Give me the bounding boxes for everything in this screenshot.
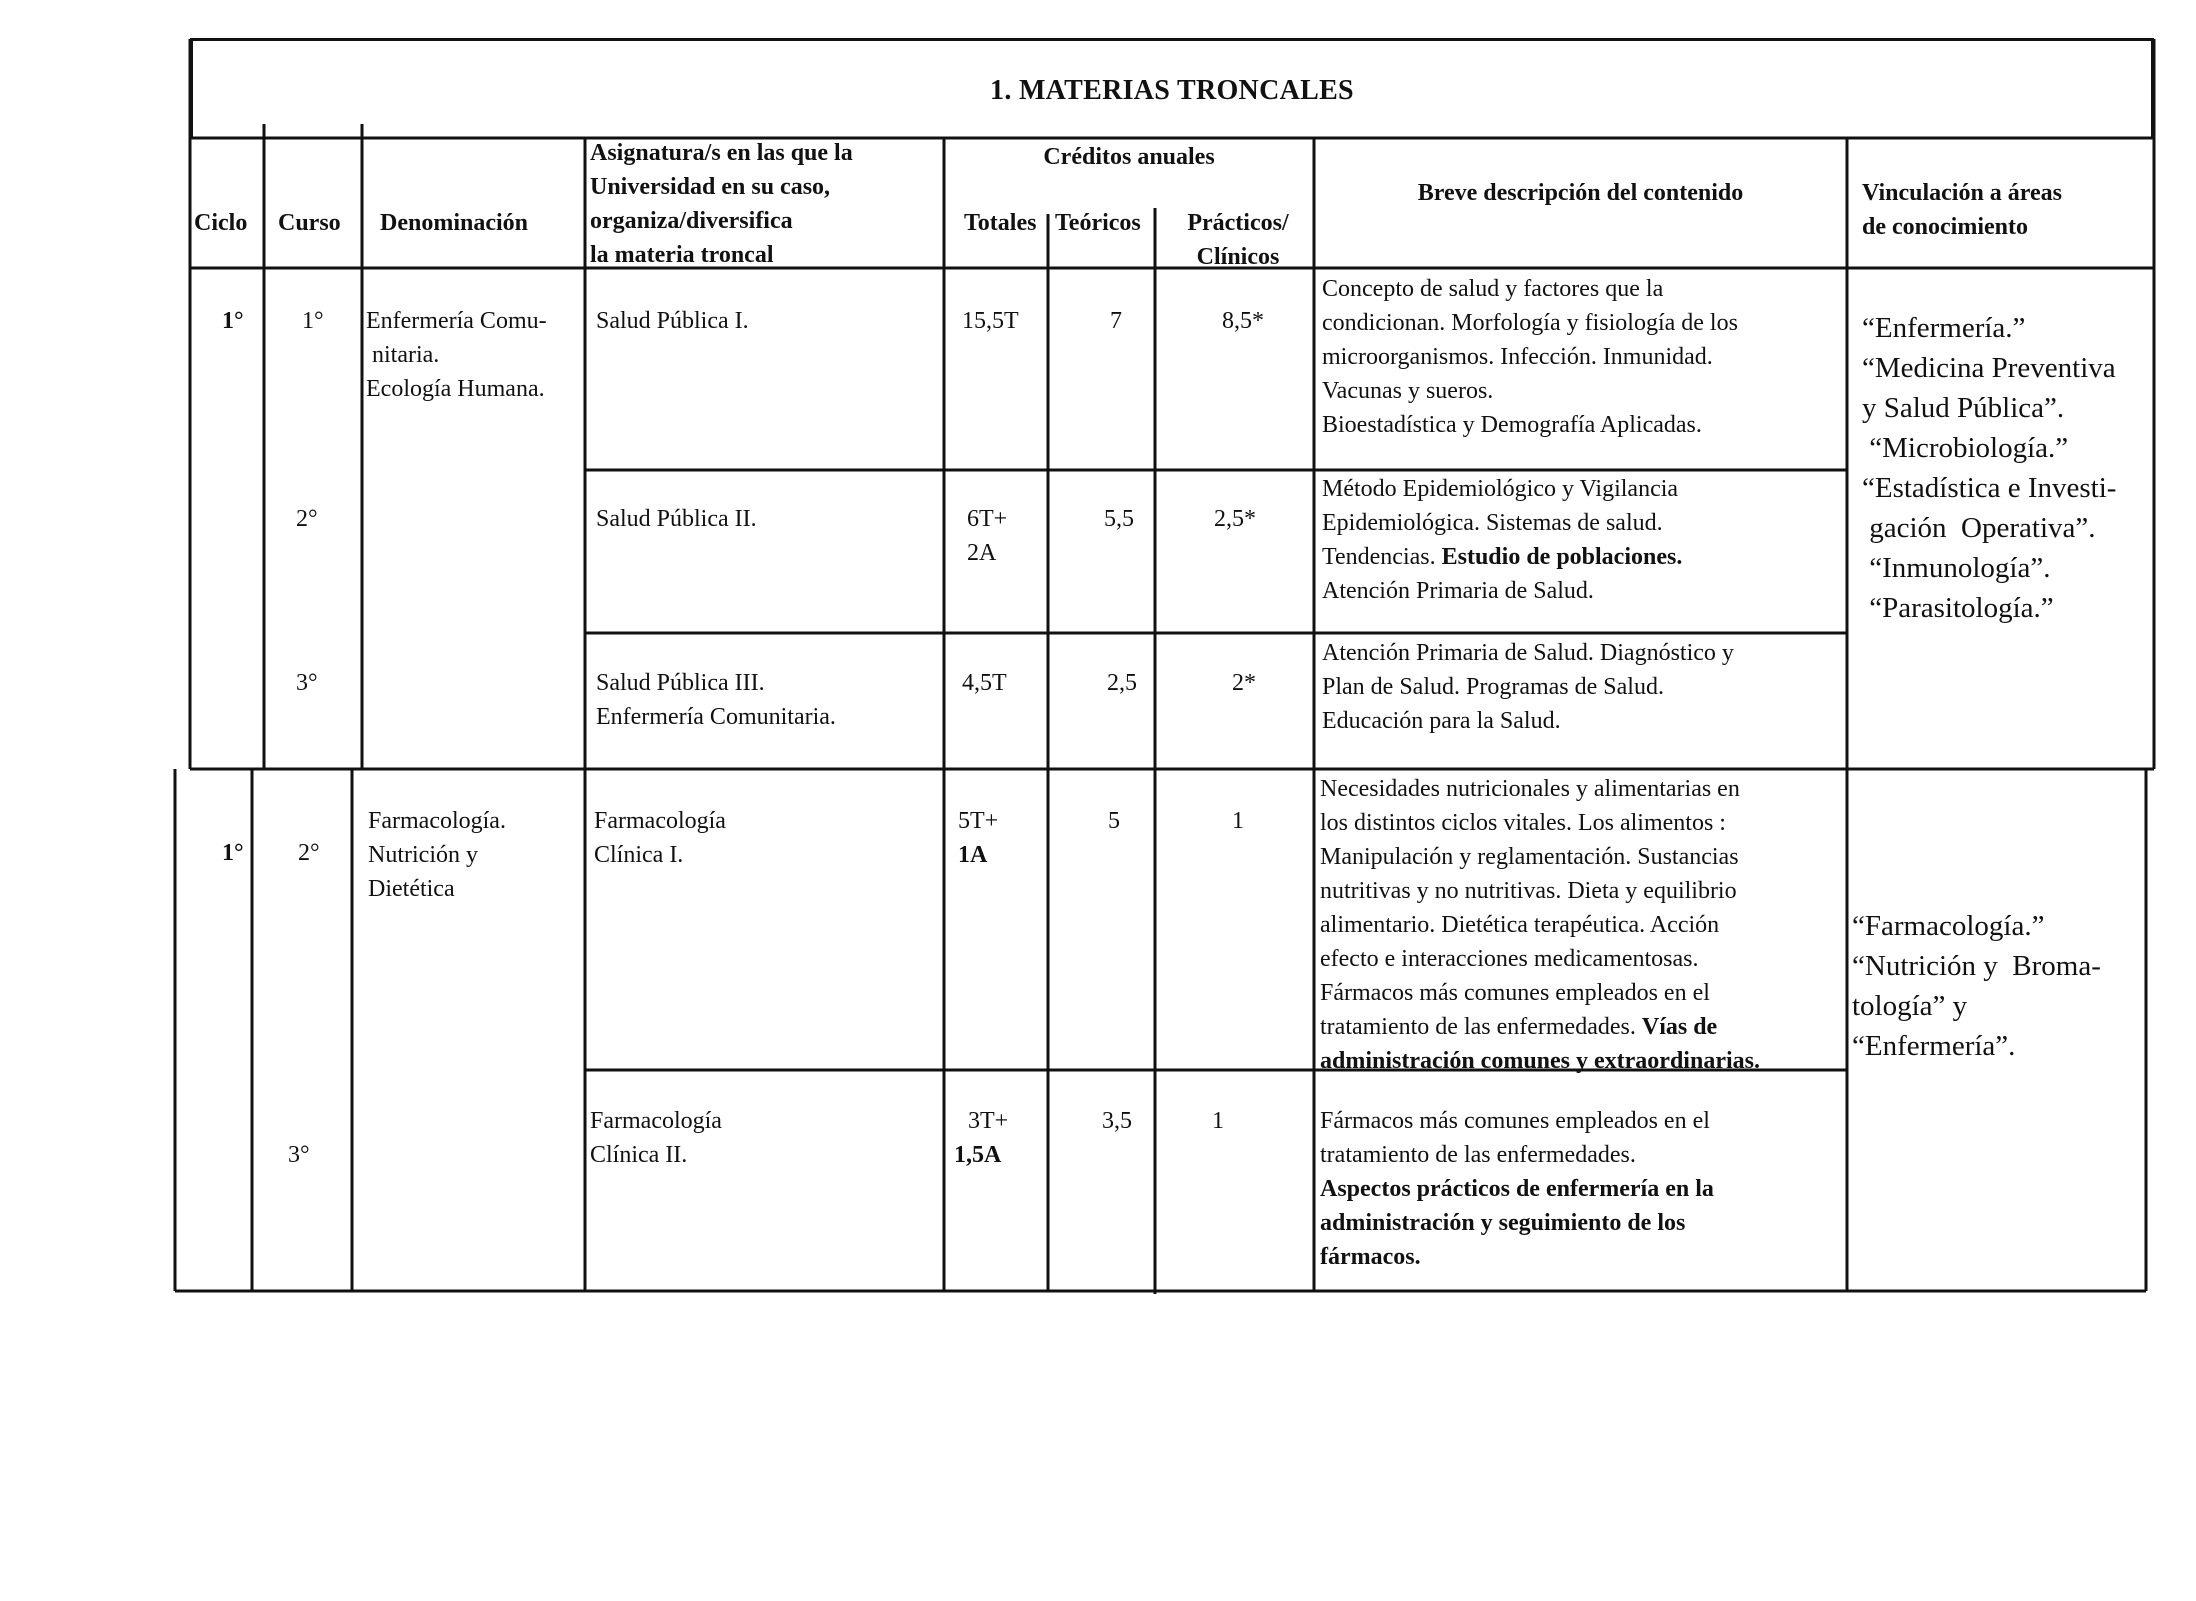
header-vinculacion: Vinculación a áreas de conocimiento bbox=[1862, 180, 2063, 240]
g1r2-asignatura: Salud Pública II. bbox=[596, 506, 757, 532]
g2r1-curso: 2° bbox=[298, 840, 320, 866]
g2r2-descripcion-text: Fármacos más comunes empleados en el tratamiento de las enfermedades. bbox=[1320, 1108, 1710, 1168]
g1r2-descripcion-tail: Atención Primaria de Salud. bbox=[1322, 578, 1594, 604]
group2-ciclo: 1° bbox=[222, 840, 244, 866]
curriculum-table bbox=[172, 36, 2159, 1294]
g2r1-totales-extra: 1A bbox=[958, 842, 988, 868]
document-title: 1. MATERIAS TRONCALES bbox=[990, 75, 1354, 106]
g1r2-descripcion bbox=[1322, 472, 1682, 608]
g1r2-practicos: 2,5* bbox=[1214, 506, 1256, 532]
g1r3-practicos: 2* bbox=[1232, 670, 1256, 696]
group2-vinculacion: “Farmacología.” “Nutrición y Broma- tología” y “Enfermería”. bbox=[1852, 910, 2101, 1062]
g1r2-descripcion-bold: Estudio de poblaciones. bbox=[1441, 544, 1683, 570]
header-curso: Curso bbox=[278, 210, 341, 236]
g1r2-teoricos: 5,5 bbox=[1104, 506, 1134, 532]
g1r3-teoricos: 2,5 bbox=[1107, 670, 1137, 696]
header-creditos-anuales: Créditos anuales bbox=[1043, 144, 1215, 170]
header-ciclo: Ciclo bbox=[194, 210, 248, 236]
g2r1-asignatura: Farmacología Clínica I. bbox=[594, 808, 726, 868]
g2r1-descripcion-text: Necesidades nutricionales y alimentarias en los distintos ciclos vitales. Los alimentos : Manipulación y reglamentación. Sustancias nutritivas y no nutritivas. Dieta y equilibrio alimentario. Dietética terapéutica. Acción efecto e interacciones medicamentosas. Fármacos más comunes empleados en el tratamiento de las enfermedades. bbox=[1320, 776, 1740, 1040]
header-totales: Totales bbox=[964, 210, 1037, 236]
g1r3-totales: 4,5T bbox=[962, 670, 1007, 696]
g2r2-totales-extra: 1,5A bbox=[954, 1142, 1002, 1168]
header-asignatura: Asignatura/s en las que la Universidad en su caso, organiza/diversifica la materia troncal bbox=[590, 140, 853, 268]
header-denominacion: Denominación bbox=[380, 210, 529, 236]
g1r1-practicos: 8,5* bbox=[1222, 308, 1264, 334]
g2r1-totales: 5T+ bbox=[958, 808, 999, 834]
header-teoricos: Teóricos bbox=[1055, 210, 1141, 236]
g1r2-totales-extra: 2A bbox=[967, 540, 997, 566]
g1r1-teoricos: 7 bbox=[1110, 308, 1122, 334]
g2r2-asignatura: Farmacología Clínica II. bbox=[590, 1108, 722, 1168]
header-breve-descripcion: Breve descripción del contenido bbox=[1417, 180, 1744, 206]
g1r1-descripcion: Concepto de salud y factores que la condicionan. Morfología y fisiología de los microorganismos. Infección. Inmunidad. Vacunas y sueros. Bioestadística y Demografía Aplicadas. bbox=[1322, 276, 1738, 438]
header-practicos-clinicos: Prácticos/ Clínicos bbox=[1187, 210, 1289, 270]
g1r3-asignatura: Salud Pública III. Enfermería Comunitaria. bbox=[596, 670, 836, 730]
g1r1-asignatura: Salud Pública I. bbox=[596, 308, 749, 334]
g1r2-totales: 6T+ bbox=[967, 506, 1008, 532]
g1r1-totales: 15,5T bbox=[962, 308, 1019, 334]
group1-ciclo: 1° bbox=[222, 308, 244, 334]
g1r3-descripcion: Atención Primaria de Salud. Diagnóstico y Plan de Salud. Programas de Salud. Educación para la Salud. bbox=[1322, 640, 1734, 734]
g1r2-descripcion-text: Método Epidemiológico y Vigilancia Epidemiológica. Sistemas de salud. Tendencias. bbox=[1322, 476, 1679, 570]
g2r2-totales: 3T+ bbox=[968, 1108, 1009, 1134]
g2r2-curso: 3° bbox=[288, 1142, 310, 1168]
g1r1-curso: 1° bbox=[302, 308, 324, 334]
g2r2-descripcion-bold: Aspectos prácticos de enfermería en la administración y seguimiento de los fármacos. bbox=[1320, 1176, 1714, 1270]
g2r1-teoricos: 5 bbox=[1108, 808, 1120, 834]
group2-denominacion: Farmacología. Nutrición y Dietética bbox=[368, 808, 506, 902]
g2r1-descripcion bbox=[1320, 772, 1760, 1078]
group1-denominacion: Enfermería Comu- nitaria. Ecología Humana. bbox=[366, 308, 547, 402]
g1r3-curso: 3° bbox=[296, 670, 318, 696]
g2r2-teoricos: 3,5 bbox=[1102, 1108, 1132, 1134]
g2r2-descripcion bbox=[1320, 1104, 1714, 1274]
group1-vinculacion: “Enfermería.” “Medicina Preventiva y Salud Pública”. “Microbiología.” “Estadística e Investi- gación Operativa”. “Inmunología”. “Parasitología.” bbox=[1862, 312, 2117, 624]
g2r2-practicos: 1 bbox=[1212, 1108, 1224, 1134]
g1r2-curso: 2° bbox=[296, 506, 318, 532]
g2r1-descripcion-bold: Vías de administración comunes y extraordinarias. bbox=[1320, 1014, 1760, 1074]
g2r1-practicos: 1 bbox=[1232, 808, 1244, 834]
